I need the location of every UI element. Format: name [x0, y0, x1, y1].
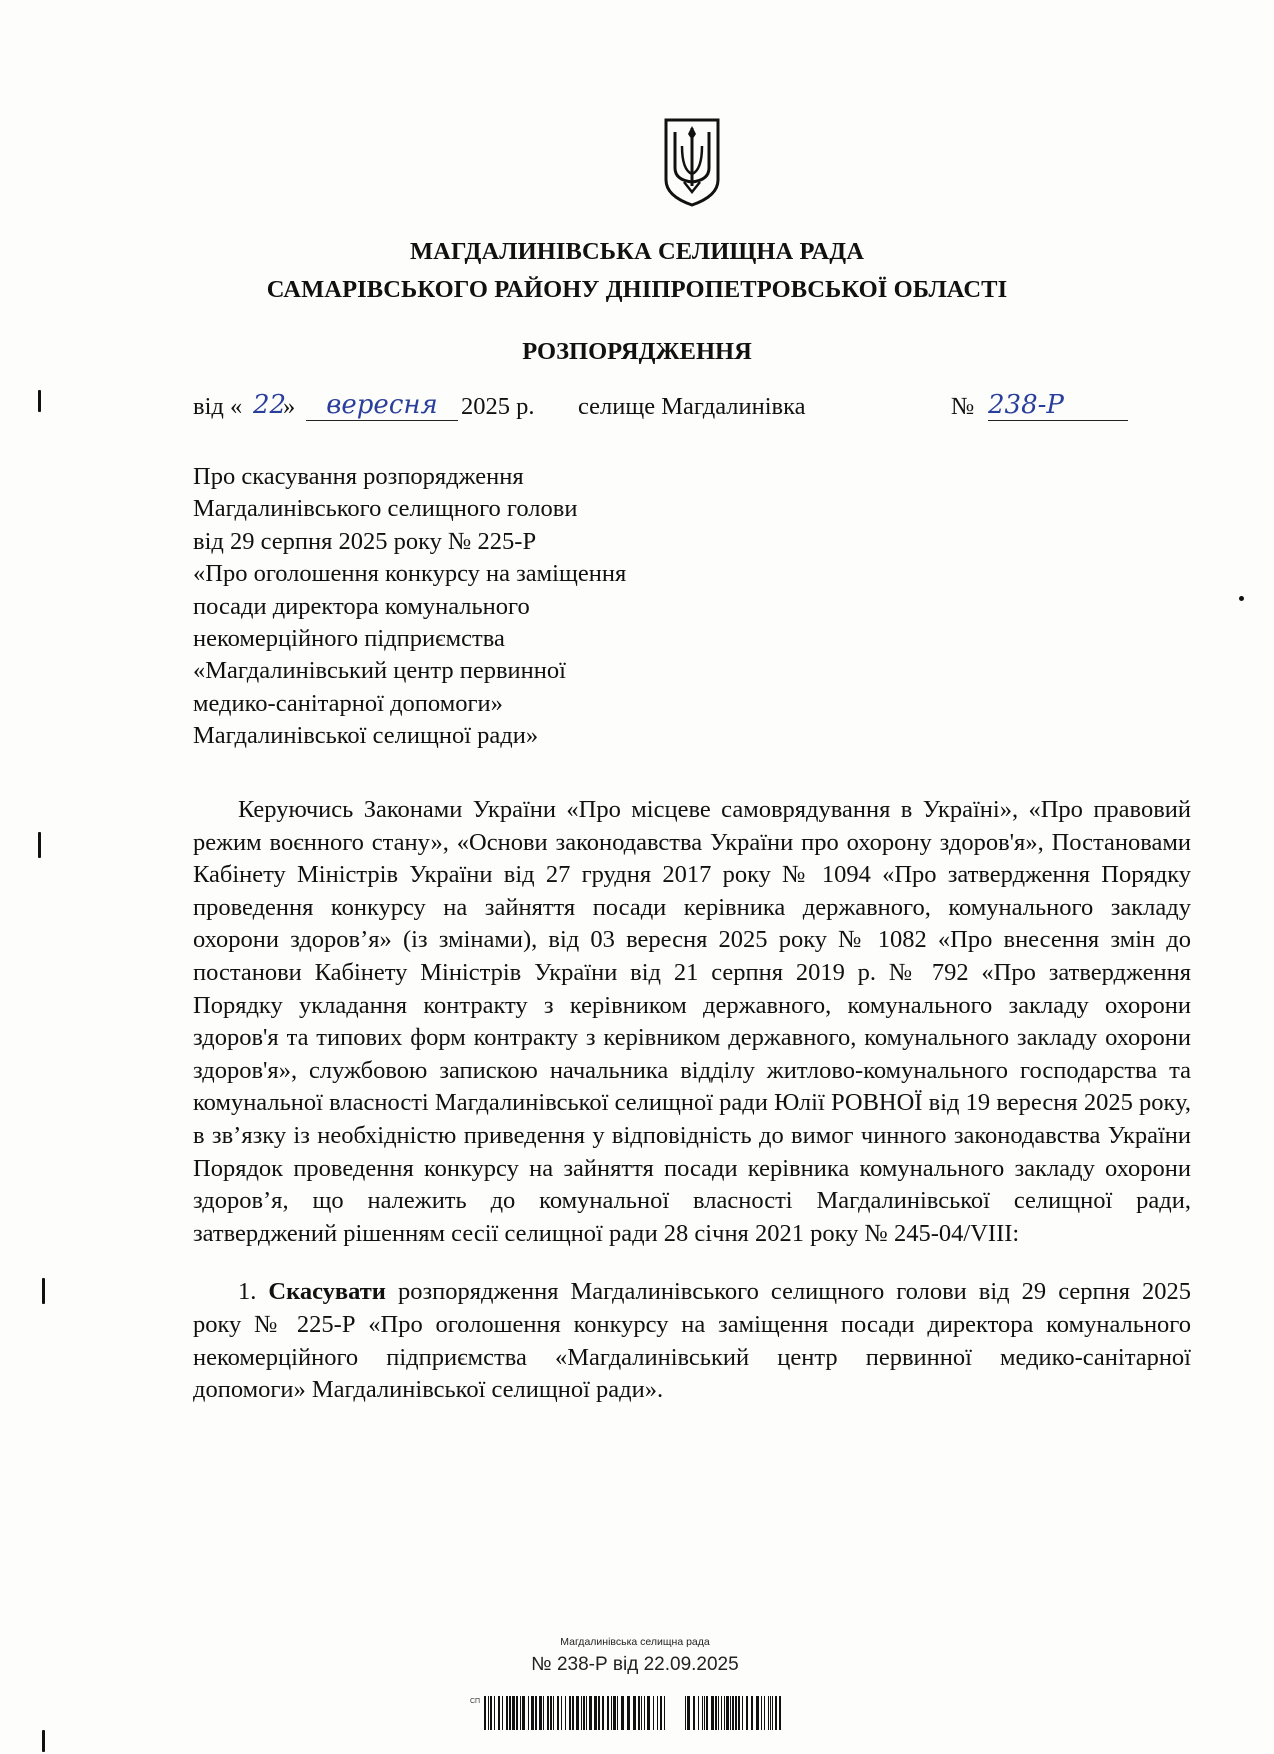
date-month-handwritten: вересня	[306, 390, 458, 421]
trident-coat-of-arms-icon	[662, 116, 722, 208]
date-prefix: від «	[193, 393, 243, 420]
scan-mark	[42, 1278, 45, 1304]
item-number: 1.	[238, 1278, 257, 1306]
stamp-organization: Магдалинівська селищна рада	[560, 1636, 710, 1648]
date-year: 2025 р.	[461, 393, 535, 420]
stamp-registration-number: № 238-Р від 22.09.2025	[531, 1654, 739, 1675]
council-name: МАГДАЛИНІВСЬКА СЕЛИЩНА РАДА	[409, 238, 865, 265]
subject-line: Магдалинівського селищного голови	[193, 495, 578, 523]
document-type-title: РОЗПОРЯДЖЕННЯ	[522, 338, 752, 365]
subject-line: Магдалинівської селищної ради»	[193, 722, 539, 750]
number-prefix: №	[951, 393, 975, 420]
order-item-1	[193, 1276, 1191, 1406]
subject-line: «Магдалинівський центр первинної	[193, 657, 566, 685]
district-region-name: САМАРІВСЬКОГО РАЙОНУ ДНІПРОПЕТРОВСЬКОЇ ОБЛАСТІ	[266, 276, 1008, 303]
scan-dot	[1239, 596, 1244, 601]
scan-mark	[38, 390, 41, 412]
subject-line: від 29 серпня 2025 року № 225-Р	[193, 527, 537, 555]
stamp-mark: СП	[470, 1698, 481, 1705]
subject-line: медико-санітарної допомоги»	[193, 689, 503, 717]
place-name: селище Магдалинівка	[578, 393, 806, 420]
scan-mark	[42, 1730, 45, 1752]
subject-line: Про скасування розпорядження	[193, 463, 524, 490]
barcode	[484, 1696, 784, 1730]
subject-line: некомерційного підприємства	[193, 625, 505, 653]
date-day-handwritten: 22	[253, 390, 287, 420]
subject-line: «Про оголошення конкурсу на заміщення	[193, 560, 627, 588]
subject-heading	[193, 461, 626, 753]
item-verb: Скасувати	[268, 1278, 386, 1306]
document-body	[193, 794, 1191, 1407]
preamble-paragraph: Керуючись Законами України «Про місцеве самоврядування в Україні», «Про правовий режим воєнного стану», «Основи законодавства України про охорону здоров'я», Постановами Кабінету Міністрів України від 27 грудня 2017 року № 1094 «Про затвердження Порядку проведення конкурсу на зайняття посади керівника державного, комунального закладу охорони здоров’я» (із змінами), від 03 вересня 2025 року № 1082 «Про внесення змін до постанови Кабінету Міністрів України від 21 серпня 2019 р. № 792 «Про затвердження Порядку укладання контракту з керівником державного, комунального закладу охорони здоров'я та типових форм контракту з керівником державного, комунального закладу охорони здоров'я», службовою запискою начальника відділу житлово-комунального господарства та комунальної власності Магдалинівської селищної ради Юлії РОВНОЇ від 19 вересня 2025 року, в зв’язку із необхідністю приведення у відповідність до вимог чинного законодавства України Порядок проведення конкурсу на зайняття посади керівника комунального закладу охорони здоров’я, що належить до комунальної власності Магдалинівської селищної ради, затверджений рішенням сесії селищної ради 28 січня 2021 року № 245-04/VIII:	[193, 796, 1191, 1247]
date-quote-close: »	[283, 393, 296, 420]
document-number-handwritten: 238-Р	[988, 390, 1128, 421]
scan-mark	[38, 832, 41, 858]
subject-line: посади директора комунального	[193, 592, 530, 620]
item-text: розпорядження Магдалинівського селищного голови від 29 серпня 2025 року № 225-Р «Про оголошення конкурсу на заміщення посади директора комунального некомерційного підприємства «Магдалинівський центр первинної медико-санітарної допомоги» Магдалинівської селищної ради».	[193, 1278, 1192, 1404]
dateline	[193, 390, 1133, 433]
